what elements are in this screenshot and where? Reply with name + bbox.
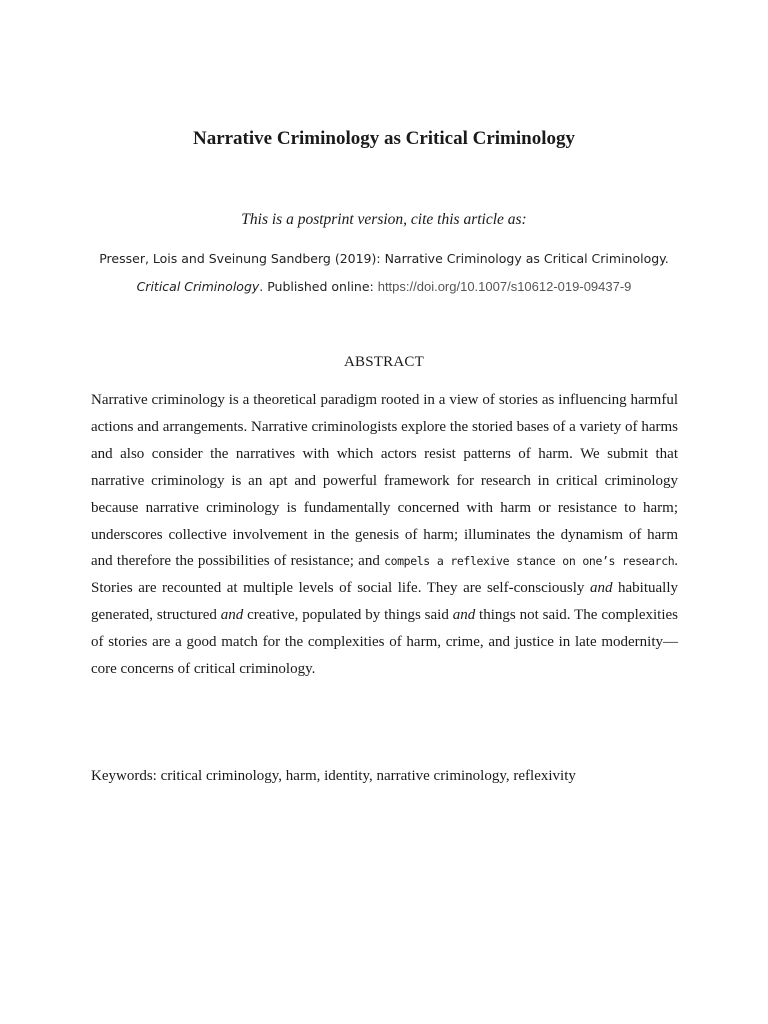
abstract-heading: ABSTRACT xyxy=(344,354,424,370)
keywords-line: Keywords: critical criminology, harm, identity, narrative criminology, reflexivity xyxy=(91,768,576,784)
abstract-segment: habitually generated, structured xyxy=(91,580,678,624)
published-online-label: . Published online: xyxy=(259,279,378,294)
abstract-emphasis-and: and xyxy=(220,607,244,624)
postprint-notice: This is a postprint version, cite this article as: xyxy=(241,211,527,228)
abstract-emphasis-and: and xyxy=(589,580,613,597)
citation-authors-line: Presser, Lois and Sveinung Sandberg (2019): Narrative Criminology as Critical Criminology. xyxy=(99,251,669,266)
abstract-segment: things not said. The complexities of stories are a good match for the complexities of harm, crime, and justice in late modernity—core concerns of critical criminology. xyxy=(91,607,678,678)
abstract-segment: . Stories are recounted at multiple levels of social life. They are self-consciously xyxy=(91,553,678,597)
abstract-segment-reflexive: compels a reflexive stance on one’s research xyxy=(384,554,675,569)
article-title: Narrative Criminology as Critical Criminology xyxy=(192,128,576,149)
abstract-text xyxy=(91,387,678,683)
journal-name: Critical Criminology xyxy=(136,279,260,294)
abstract-segment: creative, populated by things said xyxy=(243,607,453,624)
citation-journal-line xyxy=(0,279,768,294)
doi-link[interactable]: https://doi.org/10.1007/s10612-019-09437-9 xyxy=(377,279,632,294)
abstract-segment: Narrative criminology is a theoretical paradigm rooted in a view of stories as influencing harmful actions and arrangements. Narrative criminologists explore the storied bases of a variety of harms and also consider the narratives with which actors resist patterns of harm. We submit that narrative criminology is an apt and powerful framework for research in critical criminology because narrative criminology is fundamentally concerned with harm or resistance to harm; underscores collective involvement in the genesis of harm; illuminates the dynamism of harm and therefore the possibilities of resistance; and xyxy=(91,392,678,570)
abstract-emphasis-and: and xyxy=(452,607,476,624)
